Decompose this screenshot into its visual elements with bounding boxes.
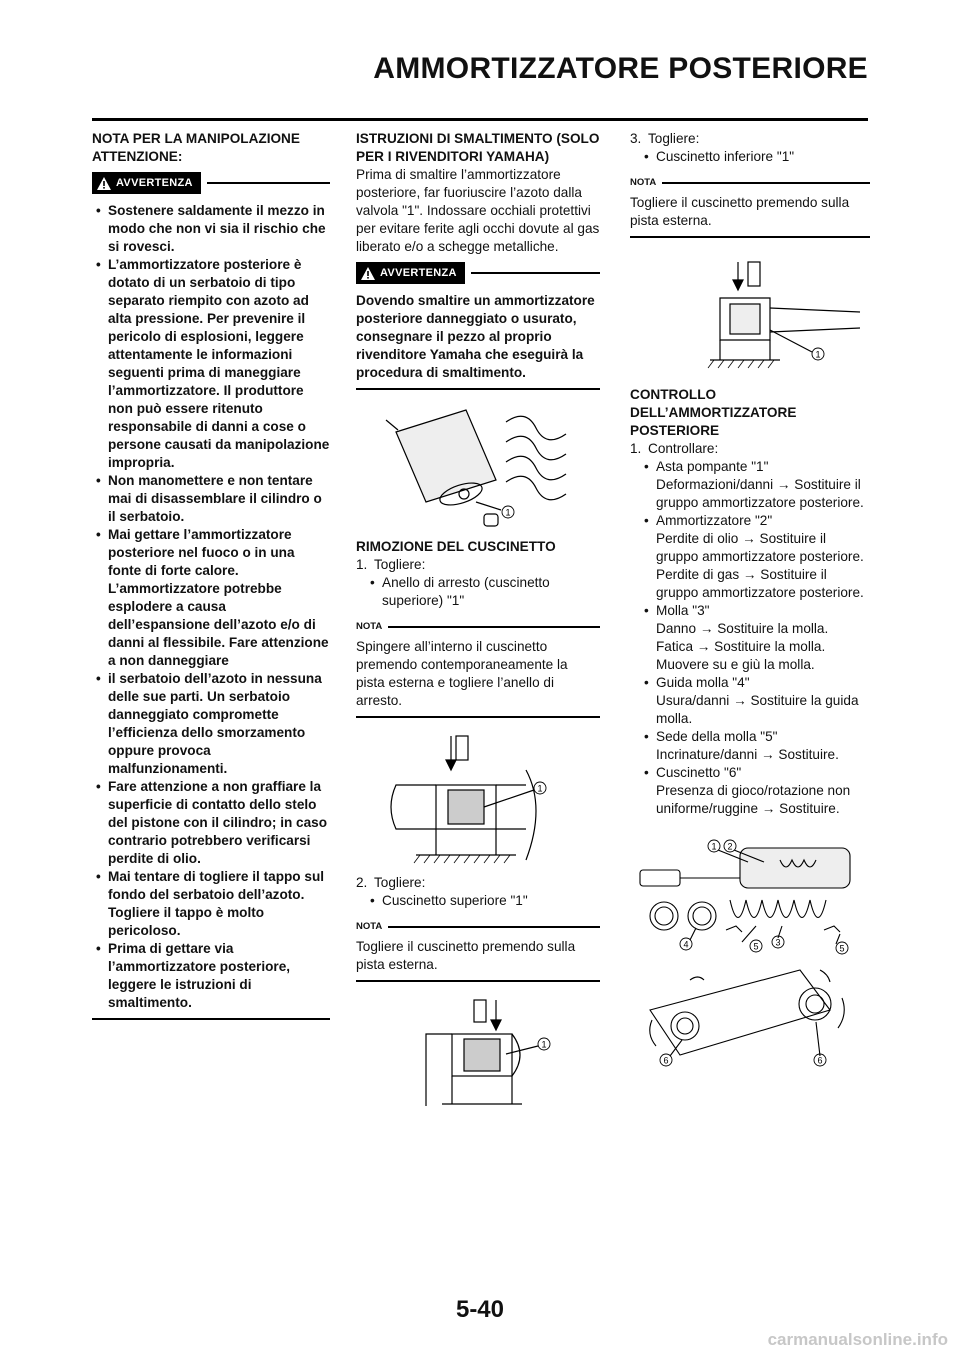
check-item: • Cuscinetto "6" [630, 764, 870, 782]
section-end-rule [630, 236, 870, 238]
warning-header [92, 172, 330, 194]
callout-label: 1 [541, 1039, 547, 1050]
lower-bearing-illustration [630, 250, 870, 380]
check-step-1: 1. Controllare: [630, 441, 719, 456]
check-detail: Deformazioni/danni → Sostituire il gruppo ammortizzatore posteriore. [656, 477, 864, 510]
check-item: • Molla "3" [630, 602, 870, 620]
disposal-warning-text: Dovendo smaltire un ammortizzatore posteriore danneggiato o usurato, consegnare il pezzo al proprio rivenditore Yamaha che eseguirà la procedura di smaltimento. [356, 293, 595, 380]
step-item: • Cuscinetto inferiore "1" [630, 148, 870, 166]
removal-heading: RIMOZIONE DEL CUSCINETTO [356, 539, 556, 554]
list-item: • Mai gettare l’ammortizzatore posteriore nel fuoco o in una fonte di forte calore. L’ammortizzatore potrebbe esplodere a causa dell’espansione dell’azoto e/o di danni al flessibile. Fare attenzione a non danneggiare [92, 526, 330, 670]
step-item: • Cuscinetto superiore "1" [356, 892, 600, 910]
check-item: • Sede della molla "5" [630, 728, 870, 746]
handling-heading: NOTA PER LA MANIPOLAZIONE ATTENZIONE: [92, 131, 300, 164]
callout-label: 5 [753, 941, 759, 952]
nota-text: Togliere il cuscinetto premendo sulla pista esterna. [356, 939, 576, 972]
warning-icon [360, 266, 376, 280]
check-item: • Asta pompante "1" [630, 458, 870, 476]
section-end-rule [92, 1018, 330, 1020]
bearing-press-illustration-outer [356, 994, 596, 1114]
check-item: • Guida molla "4" [630, 674, 870, 692]
check-detail: Presenza di gioco/rotazione non uniforme/ruggine → Sostituire. [656, 783, 851, 816]
warning-header [356, 262, 600, 284]
callout-label: 6 [663, 1055, 669, 1066]
check-list [630, 458, 870, 818]
nota-header: NOTA [356, 618, 600, 636]
handling-warning-list [92, 202, 330, 1012]
column-disposal-removal [356, 130, 600, 1114]
check-detail: Perdite di olio → Sostituire il gruppo ammortizzatore posteriore. [656, 531, 864, 564]
warning-icon [96, 176, 112, 190]
check-detail: Muovere su e giù la molla. [656, 657, 815, 672]
page-number: 5-40 [455, 1296, 505, 1323]
callout-label: 4 [683, 939, 689, 950]
callout-label: 6 [817, 1055, 823, 1066]
callout-label: 1 [505, 507, 511, 518]
column-lower-bearing-check [630, 130, 870, 1070]
page-title: AMMORTIZZATORE POSTERIORE [373, 52, 868, 85]
section-end-rule [356, 388, 600, 390]
shock-components-illustration [630, 830, 870, 1070]
callout-label: 3 [775, 937, 781, 948]
section-end-rule [356, 980, 600, 982]
list-item: • L’ammortizzatore posteriore è dotato di un serbatoio di tipo separato riempito con azoto ad alta pressione. Per prevenire il pericolo di esplosioni, leggere attentamente le informazioni seguenti prima di maneggiare l’ammortizzatore. Il produttore non può essere ritenuto responsabile di danni a cose o persone causati da manipolazione impropria. [92, 256, 330, 472]
callout-label: 1 [711, 841, 717, 852]
callout-label: 5 [839, 943, 845, 954]
list-item: • Non manomettere e non tentare mai di disassemblare il cilindro o il serbatoio. [92, 472, 330, 526]
title-rule [92, 118, 868, 121]
check-item: • Ammortizzatore "2" [630, 512, 870, 530]
list-item: • Sostenere saldamente il mezzo in modo che non vi sia il rischio che si rovesci. [92, 202, 330, 256]
warning-badge: AVVERTENZA [92, 172, 201, 194]
nota-header: NOTA [630, 174, 870, 192]
check-detail: Incrinature/danni → Sostituire. [656, 747, 839, 762]
callout-label: 2 [727, 841, 733, 852]
list-item: • il serbatoio dell’azoto in nessuna delle sue parti. Un serbatoio danneggiato compromette l’efficienza dello smorzamento oppure provoca malfunzionamenti. [92, 670, 330, 778]
removal-step-3: 3. Togliere: [630, 131, 700, 146]
list-item: • Prima di gettare via l’ammortizzatore posteriore, leggere le istruzioni di smaltimento. [92, 940, 330, 1012]
nota-text: Spingere all’interno il cuscinetto premendo contemporaneamente la pista esterna e togliere l’anello di arresto. [356, 639, 568, 708]
callout-label: 1 [537, 783, 543, 794]
bearing-press-illustration-upper [356, 730, 596, 870]
removal-step-2: 2. Togliere: [356, 875, 426, 890]
check-detail: Danno → Sostituire la molla. [656, 621, 829, 636]
nota-header: NOTA [356, 918, 600, 936]
watermark: carmanualsonline.info [767, 1330, 948, 1349]
check-heading: CONTROLLO DELL’AMMORTIZZATORE POSTERIORE [630, 387, 797, 438]
check-detail: Fatica → Sostituire la molla. [656, 639, 826, 654]
section-end-rule [356, 716, 600, 718]
disposal-text: Prima di smaltire l’ammortizzatore posteriore, far fuoriuscire l’azoto dalla valvola "1". Indossare occhiali protettivi per evitare ferite agli occhi dovute al gas liberato e/o a schegge metalliche. [356, 167, 600, 254]
warning-badge: AVVERTENZA [356, 262, 465, 284]
callout-label: 1 [815, 349, 821, 360]
nota-text: Togliere il cuscinetto premendo sulla pista esterna. [630, 195, 850, 228]
disposal-heading: ISTRUZIONI DI SMALTIMENTO (SOLO PER I RIVENDITORI YAMAHA) [356, 131, 600, 164]
column-handling-notes [92, 130, 330, 1020]
list-item: • Fare attenzione a non graffiare la superficie di contatto dello stelo del pistone con il cilindro; in caso contrario potrebbero verificarsi perdite di olio. [92, 778, 330, 868]
step-item: • Anello di arresto (cuscinetto superiore) "1" [356, 574, 600, 610]
removal-step-1: 1. Togliere: [356, 557, 426, 572]
check-detail: Perdite di gas → Sostituire il gruppo ammortizzatore posteriore. [656, 567, 864, 600]
list-item: • Mai tentare di togliere il tappo sul fondo del serbatoio dell’azoto. Togliere il tappo è molto pericoloso. [92, 868, 330, 940]
check-detail: Usura/danni → Sostituire la guida molla. [656, 693, 859, 726]
shock-valve-illustration [356, 402, 596, 532]
